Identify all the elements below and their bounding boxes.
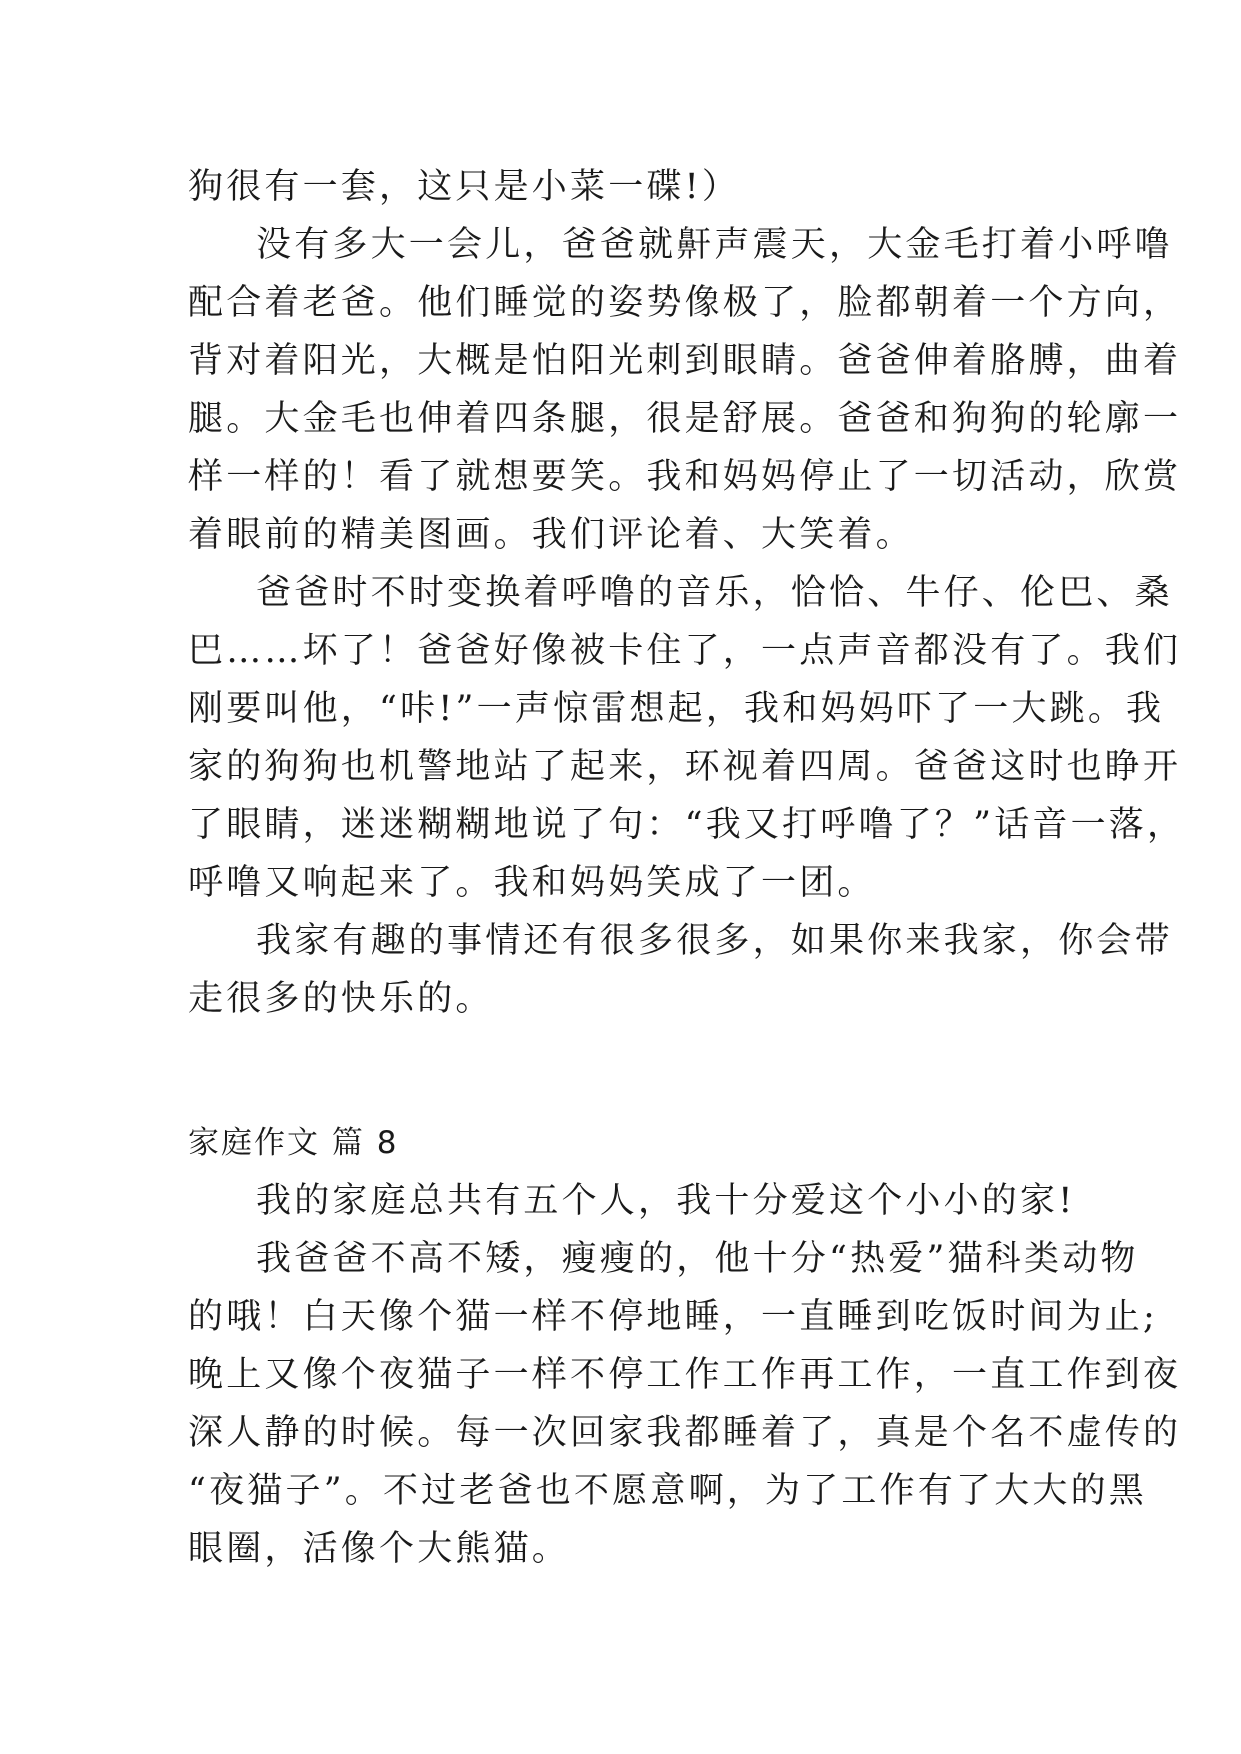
text-line: 腿。大金毛也伸着四条腿，很是舒展。爸爸和狗狗的轮廓一 [188, 399, 1182, 439]
paragraph-start-line: 我家有趣的事情还有很多很多，如果你来我家，你会带 [256, 921, 1173, 961]
document-page [188, 158, 1186, 1578]
text-line: 配合着老爸。他们睡觉的姿势像极了，脸都朝着一个方向， [188, 283, 1182, 323]
text-line: 样一样的！看了就想要笑。我和妈妈停止了一切活动，欣赏 [188, 457, 1182, 497]
text-line: “夜猫子”。不过老爸也不愿意啊，为了工作有了大大的黑 [188, 1471, 1147, 1511]
text-line: 巴……坏了！爸爸好像被卡住了，一点声音都没有了。我们 [188, 631, 1182, 671]
text-line: 狗很有一套，这只是小菜一碟!） [188, 167, 741, 207]
paragraph-start-line: 没有多大一会儿，爸爸就鼾声震天，大金毛打着小呼噜 [256, 225, 1173, 265]
section-heading: 家庭作文 篇 8 [188, 1125, 399, 1161]
text-line: 家的狗狗也机警地站了起来，环视着四周。爸爸这时也睁开 [188, 747, 1182, 787]
paragraph-start-line: 我爸爸不高不矮，瘦瘦的，他十分“热爱”猫科类动物 [256, 1239, 1139, 1279]
text-line: 晚上又像个夜猫子一样不停工作工作再工作，一直工作到夜 [188, 1355, 1182, 1395]
text-line: 呼噜又响起来了。我和妈妈笑成了一团。 [188, 863, 876, 903]
text-line: 着眼前的精美图画。我们评论着、大笑着。 [188, 515, 914, 555]
text-line: 了眼睛，迷迷糊糊地说了句：“我又打呼噜了？”话音一落， [188, 805, 1186, 845]
paragraph-start-line: 爸爸时不时变换着呼噜的音乐，恰恰、牛仔、伦巴、桑 [256, 573, 1173, 613]
text-line: 走很多的快乐的。 [188, 979, 494, 1019]
text-line: 眼圈，活像个大熊猫。 [188, 1529, 571, 1569]
text-line: 刚要叫他，“咔!”一声惊雷想起，我和妈妈吓了一大跳。我 [188, 689, 1165, 729]
text-line: 的哦！白天像个猫一样不停地睡，一直睡到吃饭时间为止; [188, 1297, 1158, 1337]
paragraph-start-line: 我的家庭总共有五个人，我十分爱这个小小的家! [256, 1181, 1076, 1221]
text-line: 背对着阳光，大概是怕阳光刺到眼睛。爸爸伸着胳膊，曲着 [188, 341, 1182, 381]
section-gap [188, 1028, 1058, 1114]
text-line: 深人静的时候。每一次回家我都睡着了，真是个名不虚传的 [188, 1413, 1182, 1453]
